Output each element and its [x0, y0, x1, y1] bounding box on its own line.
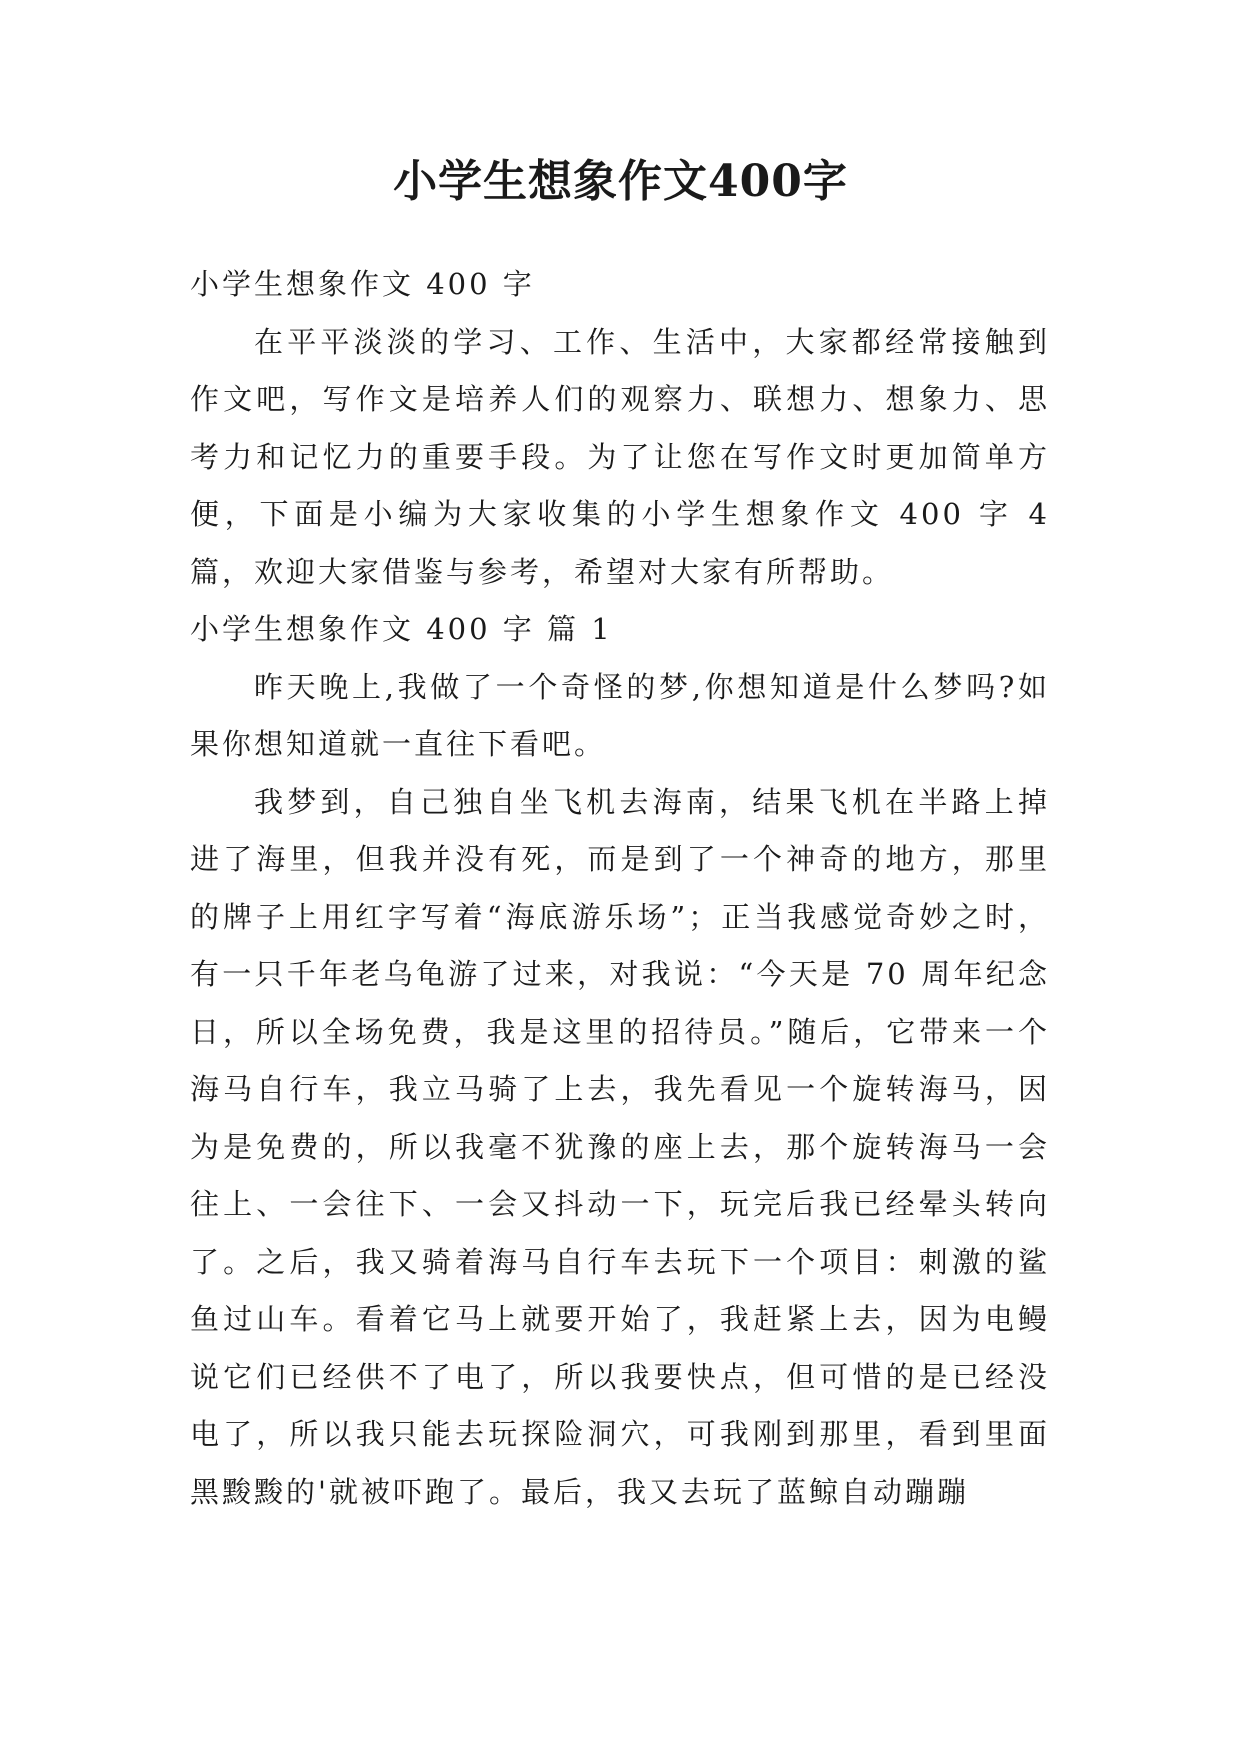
paragraph: 昨天晚上,我做了一个奇怪的梦,你想知道是什么梦吗?如果你想知道就一直往下看吧。 [190, 669, 1050, 761]
paragraph: 在平平淡淡的学习、工作、生活中，大家都经常接触到作文吧，写作文是培养人们的观察力、联想力、想象力、思考力和记忆力的重要手段。为了让您在写作文时更加简单方便，下面是小编为大家收集的小学生想象作文 400 字 4 篇，欢迎大家借鉴与参考，希望对大家有所帮助。 [190, 324, 1050, 589]
paragraph: 我梦到，自己独自坐飞机去海南，结果飞机在半路上掉进了海里，但我并没有死，而是到了一个神奇的地方，那里的牌子上用红字写着“海底游乐场”；正当我感觉奇妙之时，有一只千年老乌龟游了过来，对我说：“今天是 70 周年纪念日，所以全场免费，我是这里的招待员。”随后，它带来一个海马自行车，我立马骑了上去，我先看见一个旋转海马，因为是免费的，所以我毫不犹豫的座上去，那个旋转海马一会往上、一会往下、一会又抖动一下，玩完后我已经晕头转向了。之后，我又骑着海马自行车去玩下一个项目：刺激的鲨鱼过山车。看着它马上就要开始了，我赶紧上去，因为电鳗说它们已经供不了电了，所以我要快点，但可惜的是已经没电了，所以我只能去玩探险洞穴，可我刚到那里，看到里面黑黢黢的'就被吓跑了。最后，我又去玩了蓝鲸自动蹦蹦 [190, 784, 1050, 1509]
document-body [190, 256, 1050, 1521]
document-title: 小学生想象作文400字 [393, 156, 848, 207]
section-heading: 小学生想象作文 400 字 [190, 267, 535, 301]
section-heading: 小学生想象作文 400 字 篇 1 [190, 612, 613, 646]
